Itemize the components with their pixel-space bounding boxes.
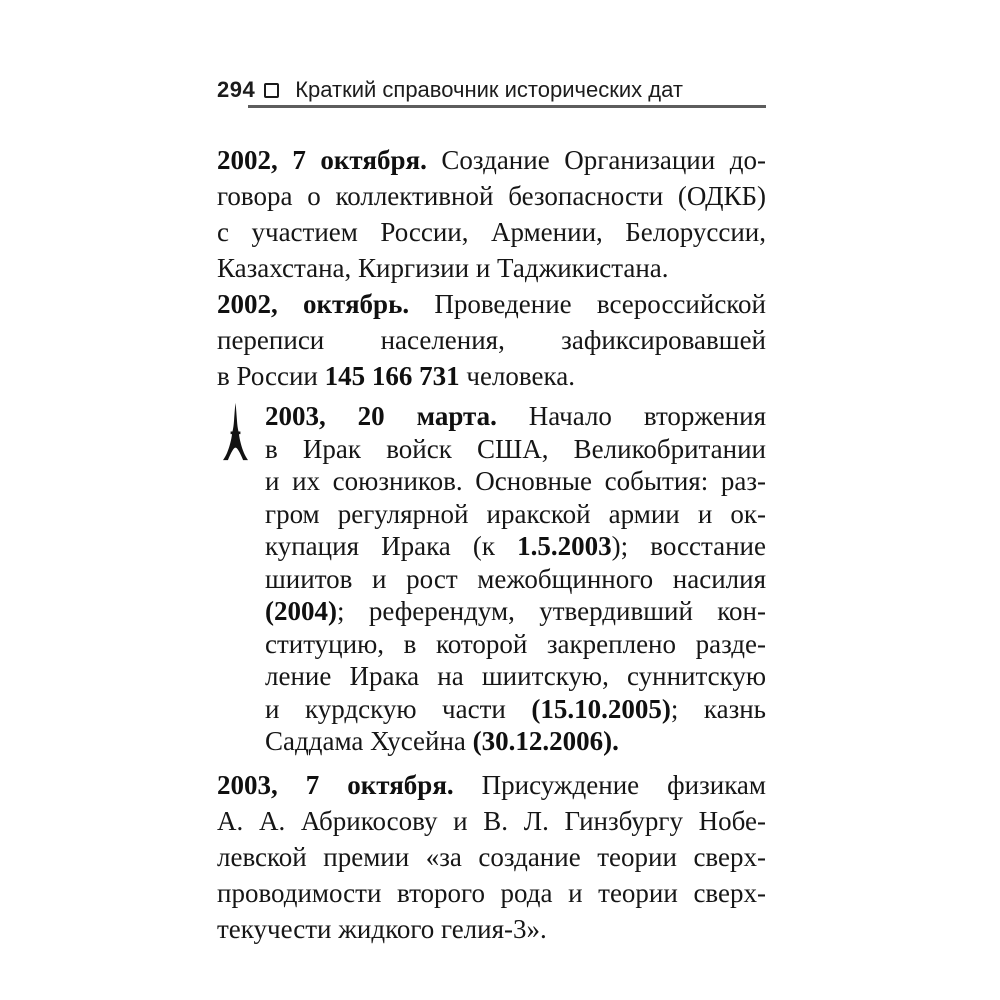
entry: [217, 400, 766, 758]
body-text: переписи населения, зафиксировавшей: [217, 325, 766, 355]
text-line: [265, 465, 766, 498]
body-text: Создание Организации до-: [426, 145, 766, 175]
body-text: гром регулярной иракской армии и ок-: [265, 498, 766, 529]
body-text: ление Ирака на шиитскую, суннитскую: [265, 661, 766, 691]
bold-date-text: (2004): [265, 596, 337, 626]
text-line: [217, 839, 766, 875]
text-line: [265, 725, 766, 758]
eiffel-tower-icon: [222, 402, 249, 461]
bold-date-text: 2003, 7 октября.: [217, 769, 454, 800]
text-line: [217, 803, 766, 839]
entry: [217, 767, 766, 947]
text-line: [217, 142, 766, 178]
body-text: человека.: [459, 361, 575, 391]
body-text: Саддама Хусейна: [265, 726, 473, 756]
text-line: [217, 286, 766, 322]
page-number: 294: [217, 77, 256, 102]
text-line: [217, 322, 766, 358]
text-line: [217, 875, 766, 911]
body-text: ; казнь: [670, 693, 766, 724]
text-line: [217, 250, 766, 286]
body-text: с участием России, Армении, Белоруссии,: [217, 217, 766, 247]
entries: [217, 142, 766, 947]
text-line: [265, 693, 766, 726]
body-text: ституцию, в которой закреплено разде-: [265, 628, 766, 659]
open-square-icon: [264, 83, 279, 98]
body-text: говора о коллективной безопасности (ОДКБ): [217, 181, 766, 211]
body-text: в Ирак войск США, Великобритании: [265, 433, 766, 464]
body-text: Присуждение физикам: [453, 769, 766, 800]
body-text: шиитов и рост межобщинного насилия: [265, 563, 766, 594]
page-header: [217, 78, 683, 102]
body-text: Проведение всероссийской: [409, 289, 766, 319]
body-text: и их союзников. Основные события: раз-: [265, 466, 766, 496]
body-text: в России: [217, 361, 325, 391]
body-text: ; референдум, утвердивший кон-: [336, 596, 766, 626]
text-line: [217, 767, 766, 803]
entry: [217, 286, 766, 394]
entry: [217, 142, 766, 286]
bold-date-text: 1.5.2003: [517, 531, 612, 561]
bold-date-text: 2002, октябрь.: [217, 289, 410, 319]
body-text: Казахстана, Киргизии и Таджикистана.: [217, 253, 669, 283]
text-line: [217, 178, 766, 214]
text-line: [265, 595, 766, 628]
body-text: купация Ирака (к: [265, 531, 518, 561]
text-line: [265, 498, 766, 531]
running-title: Краткий справочник исторических дат: [295, 77, 683, 102]
bold-date-text: (15.10.2005): [531, 693, 671, 724]
body-text: левской премии «за создание теории сверх-: [217, 841, 766, 872]
text-line: [265, 628, 766, 661]
text-line: [265, 433, 766, 466]
body-text: А. А. Абрикосову и В. Л. Гинзбургу Нобе-: [217, 805, 766, 836]
text-line: [265, 660, 766, 693]
text-line: [217, 911, 766, 947]
text-line: [217, 214, 766, 250]
bold-date-text: 145 166 731: [324, 361, 460, 391]
body-text: проводимости второго рода и теории сверх-: [217, 877, 766, 908]
body-text: ); восстание: [611, 531, 766, 561]
body-text: текучести жидкого гелия-3».: [217, 913, 547, 944]
body-text: и курдскую части: [265, 693, 532, 724]
header-rule: [248, 105, 766, 108]
bold-date-text: 2002, 7 октября.: [217, 145, 427, 175]
text-line: [265, 400, 766, 433]
text-line: [265, 563, 766, 596]
bold-date-text: 2003, 20 марта.: [265, 401, 497, 431]
text-line: [217, 358, 766, 394]
bold-date-text: (30.12.2006).: [472, 726, 619, 756]
body-text: Начало вторжения: [496, 401, 766, 431]
text-line: [265, 530, 766, 563]
